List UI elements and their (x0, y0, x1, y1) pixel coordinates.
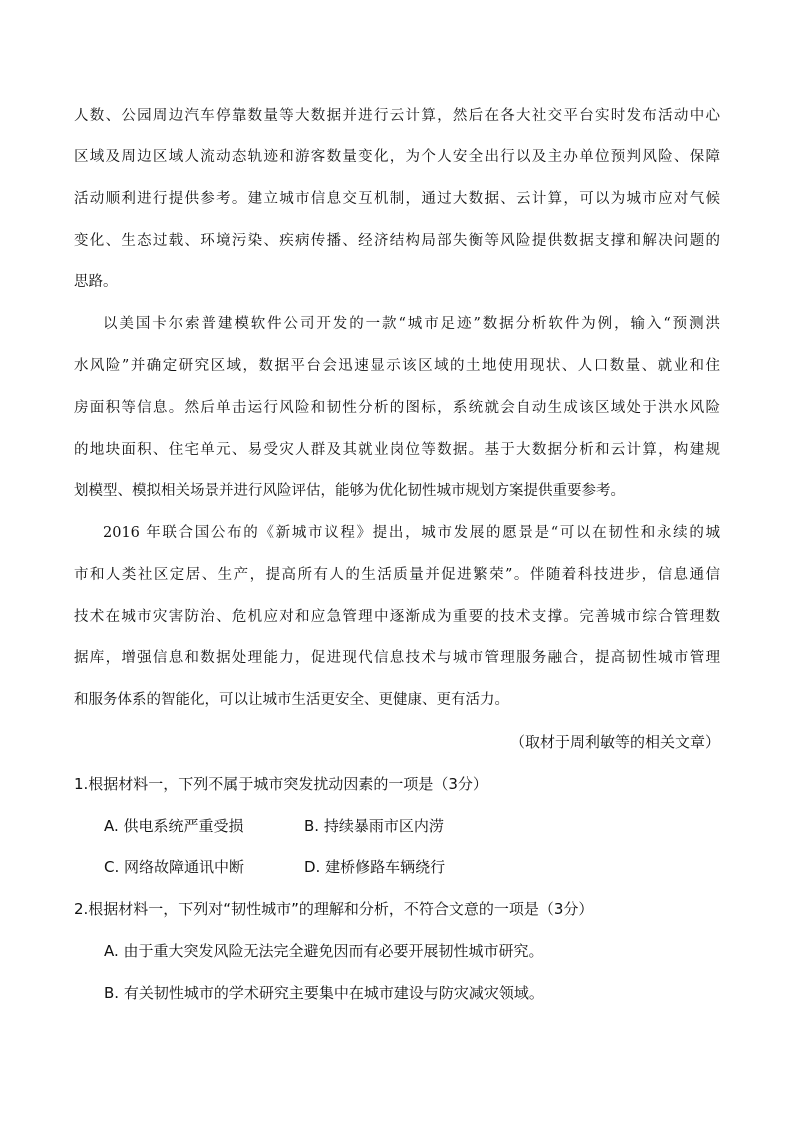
source-citation: （取材于周利敏等的相关文章） (509, 733, 720, 751)
option-c: C. 网络故障通讯中断 (104, 858, 245, 876)
passage-line: 思路。 (74, 274, 118, 290)
option-b: B. 有关韧性城市的学术研究主要集中在城市建设与防灾减灾领域。 (104, 984, 544, 1002)
option-a: A. 由于重大突发风险无法完全避免因而有必要开展韧性城市研究。 (104, 942, 544, 960)
option-a: A. 供电系统严重受损 (104, 817, 244, 835)
passage-line: 以美国卡尔索普建模软件公司开发的一款“城市足迹”数据分析软件为例，输入“预测洪 (103, 316, 720, 332)
passage-line: 的地块面积、住宅单元、易受灾人群及其就业岗位等数据。基于大数据分析和云计算，构建规 (74, 442, 720, 458)
passage-line: 区域及周边区域人流动态轨迹和游客数量变化，为个人安全出行以及主办单位预判风险、保障 (74, 149, 720, 165)
option-b: B. 持续暴雨市区内涝 (304, 817, 444, 835)
passage-line: 房面积等信息。然后单击运行风险和韧性分析的图标，系统就会自动生成该区域处于洪水风险 (74, 400, 720, 416)
passage-line: 市和人类社区定居、生产，提高所有人的生活质量并促进繁荣”。伴随着科技进步，信息通信 (74, 567, 720, 583)
question-stem: 1.根据材料一，下列不属于城市突发扰动因素的一项是（3分） (74, 775, 488, 793)
passage-line: 技术在城市灾害防治、危机应对和应急管理中逐渐成为重要的技术支撑。完善城市综合管理数 (74, 609, 720, 625)
passage-line: 2016 年联合国公布的《新城市议程》提出，城市发展的愿景是“可以在韧性和永续的城 (103, 525, 720, 541)
passage-line: 和服务体系的智能化，可以让城市生活更安全、更健康、更有活力。 (74, 692, 509, 708)
passage-line: 人数、公园周边汽车停靠数量等大数据并进行云计算，然后在各大社交平台实时发布活动中心 (74, 108, 720, 124)
passage-line: 划模型、模拟相关场景并进行风险评估，能够为优化韧性城市规划方案提供重要参考。 (74, 483, 625, 499)
question-stem: 2.根据材料一，下列对“韧性城市”的理解和分析，不符合文意的一项是（3分） (74, 900, 594, 918)
passage-line: 据库，增强信息和数据处理能力，促进现代信息技术与城市管理服务融合，提高韧性城市管理 (74, 650, 720, 666)
passage-line: 变化、生态过载、环境污染、疾病传播、经济结构局部失衡等风险提供数据支撑和解决问题的 (74, 233, 720, 249)
option-d: D. 建桥修路车辆绕行 (304, 858, 446, 876)
passage-line: 水风险”并确定研究区域，数据平台会迅速显示该区域的土地使用现状、人口数量、就业和住 (74, 358, 720, 374)
passage-line: 活动顺利进行提供参考。建立城市信息交互机制，通过大数据、云计算，可以为城市应对气候 (74, 191, 720, 207)
